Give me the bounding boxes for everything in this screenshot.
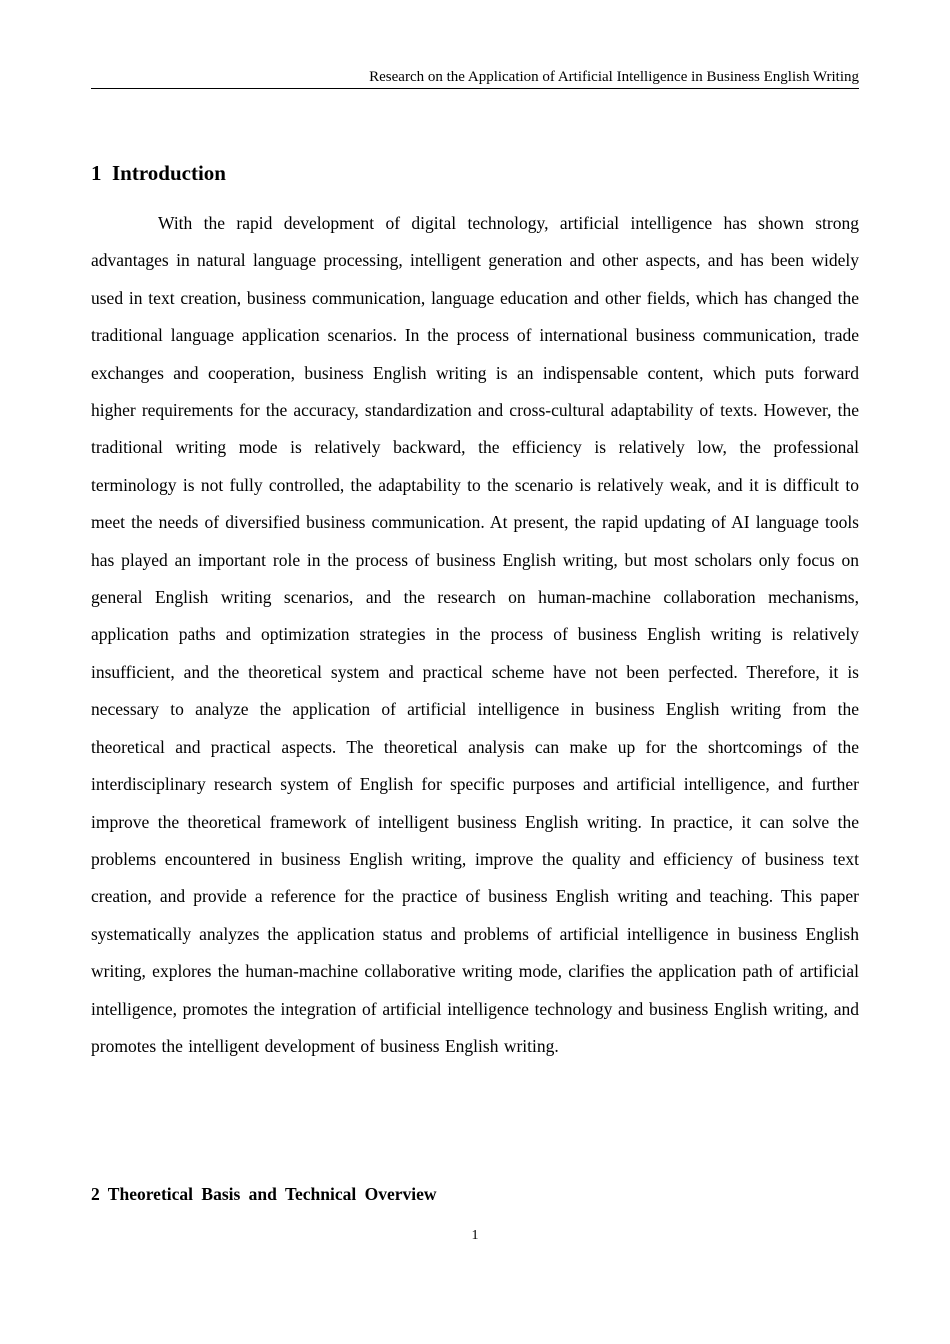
page-number: 1 bbox=[471, 1228, 479, 1243]
running-header: Research on the Application of Artificial Intelligence in Business English Writing bbox=[91, 68, 859, 89]
introduction-paragraph: With the rapid development of digital technology, artificial intelligence has shown strong advantages in natural language processing, intelligent generation and other aspects, and has been widely used in text creation, business communication, language education and other fields, which has changed the traditional language application scenarios. In the process of international business communication, trade exchanges and cooperation, business English writing is an indispensable content, which puts forward higher requirements for the accuracy, standardization and cross-cultural adaptability of texts. However, the traditional writing mode is relatively backward, the efficiency is relatively low, the professional terminology is not fully controlled, the adaptability to the scenario is relatively weak, and it is difficult to meet the needs of diversified business communication. At present, the rapid updating of AI language tools has played an important role in the process of business English writing, but most scholars only focus on general English writing scenarios, and the research on human-machine collaboration mechanisms, application paths and optimization strategies in the process of business English writing is relatively insufficient, and the theoretical system and practical scheme have not been perfected. Therefore, it is necessary to analyze the application of artificial intelligence in business English writing from the theoretical and practical aspects. The theoretical analysis can make up for the shortcomings of the interdisciplinary research system of English for specific purposes and artificial intelligence, and further improve the theoretical framework of intelligent business English writing. In practice, it can solve the problems encountered in business English writing, improve the quality and efficiency of business text creation, and provide a reference for the practice of business English writing and teaching. This paper systematically analyzes the application status and problems of artificial intelligence in business English writing, explores the human-machine collaborative writing mode, clarifies the application path of artificial intelligence, promotes the integration of artificial intelligence technology and business English writing, and promotes the intelligent development of business English writing. bbox=[91, 213, 859, 1056]
section-heading-theoretical-basis: 2 Theoretical Basis and Technical Overview bbox=[91, 1184, 437, 1204]
section-heading-introduction: 1 Introduction bbox=[91, 161, 226, 185]
